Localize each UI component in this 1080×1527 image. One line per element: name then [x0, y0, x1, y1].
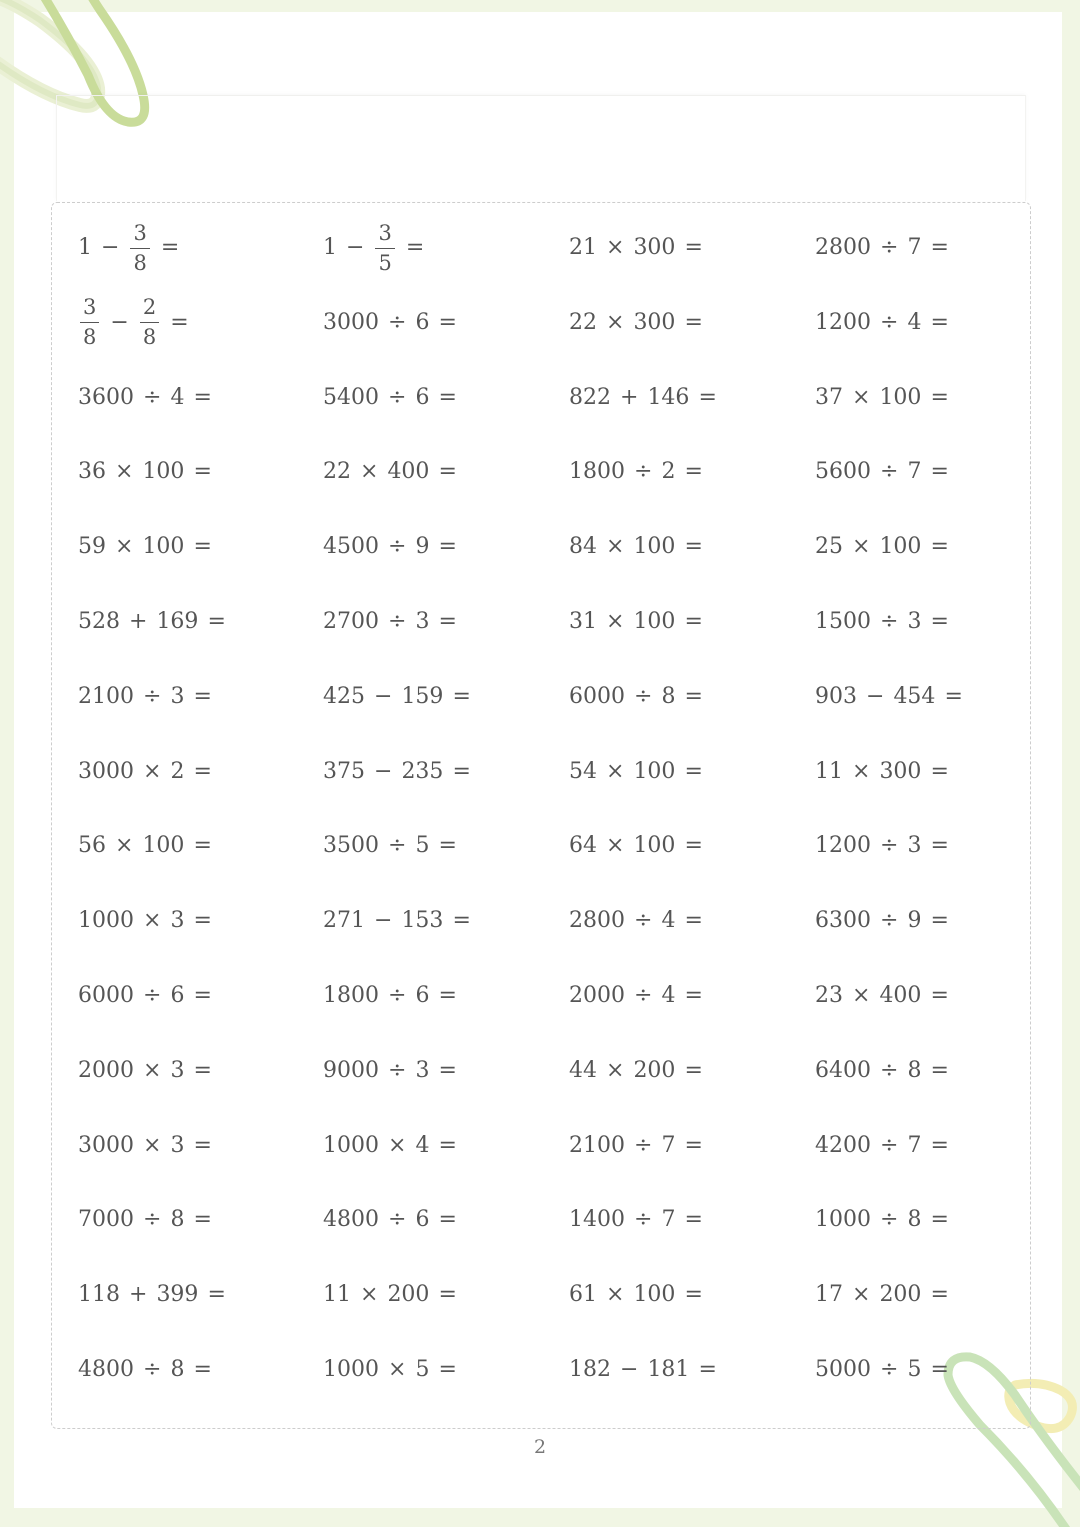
math-problem: 5600 ÷ 7 = — [815, 459, 949, 485]
math-problem: 4800 ÷ 6 = — [323, 1207, 457, 1233]
math-problem: 22 × 400 = — [323, 459, 457, 485]
math-problem: 375 − 235 = — [323, 758, 471, 784]
math-problem: 11 × 200 = — [323, 1282, 457, 1308]
page-number: 2 — [533, 1436, 547, 1458]
math-problem: 2000 ÷ 4 = — [569, 983, 703, 1008]
math-problem: 37 × 100 = — [815, 384, 949, 410]
math-problem: 2000 × 3 = — [78, 1057, 212, 1083]
math-problem: $\frac{3}{8}$ − $\frac{2}{8}$ = — [78, 301, 198, 345]
math-problem: 903 − 454 = — [815, 683, 963, 709]
math-problem: 822 + 146 = — [569, 384, 717, 410]
math-problem: 3000 ÷ 6 = — [323, 309, 457, 335]
fraction: $\frac{2}{8}$ — [140, 297, 159, 348]
math-problem: 2100 ÷ 3 = — [78, 683, 212, 709]
header-area — [56, 95, 1026, 201]
math-problem: 44 × 200 = — [569, 1057, 703, 1083]
math-problem: 6000 ÷ 6 = — [78, 983, 212, 1008]
math-problem: 2700 ÷ 3 = — [323, 609, 457, 634]
math-problem: 25 × 100 = — [815, 534, 949, 560]
fraction: $\frac{3}{8}$ — [130, 223, 149, 274]
math-problem: 31 × 100 = — [569, 609, 703, 634]
math-problem: 54 × 100 = — [569, 758, 703, 784]
math-problem: 528 + 169 = — [78, 609, 226, 634]
fraction: $\frac{3}{8}$ — [80, 297, 99, 348]
math-problem: 5000 ÷ 5 = — [815, 1357, 949, 1382]
math-problem: 6300 ÷ 9 = — [815, 908, 949, 934]
math-problem: 4800 ÷ 8 = — [78, 1357, 212, 1382]
math-problem: 118 + 399 = — [78, 1282, 226, 1308]
math-problem: 1 − $\frac{3}{5}$ = — [323, 220, 425, 275]
math-problem: 1400 ÷ 7 = — [569, 1207, 703, 1233]
math-problem: 1200 ÷ 4 = — [815, 309, 949, 335]
math-problem: 1000 × 5 = — [323, 1357, 457, 1382]
math-problem: 5400 ÷ 6 = — [323, 384, 457, 410]
math-problem: 4500 ÷ 9 = — [323, 534, 457, 560]
math-problem: 36 × 100 = — [78, 459, 212, 485]
math-problem: 23 × 400 = — [815, 983, 949, 1008]
math-problem: 6400 ÷ 8 = — [815, 1057, 949, 1083]
math-problem: 56 × 100 = — [78, 833, 212, 859]
math-problem: 11 × 300 = — [815, 758, 949, 784]
math-problem: 84 × 100 = — [569, 534, 703, 560]
math-problem: 21 × 300 = — [569, 235, 703, 260]
math-problem: 64 × 100 = — [569, 833, 703, 859]
math-problem: 1800 ÷ 2 = — [569, 459, 703, 485]
math-problem: 1000 × 3 = — [78, 908, 212, 934]
math-problem: 2800 ÷ 7 = — [815, 235, 949, 260]
math-problem: 1500 ÷ 3 = — [815, 609, 949, 634]
math-problem: 271 − 153 = — [323, 908, 471, 934]
math-problem: 61 × 100 = — [569, 1282, 703, 1308]
math-problem: 2800 ÷ 4 = — [569, 908, 703, 934]
math-problem: 1000 ÷ 8 = — [815, 1207, 949, 1233]
math-problem: 3500 ÷ 5 = — [323, 833, 457, 859]
math-problem: 1000 × 4 = — [323, 1132, 457, 1158]
math-problem: 425 − 159 = — [323, 683, 471, 709]
math-problem: 1200 ÷ 3 = — [815, 833, 949, 859]
math-problem: 22 × 300 = — [569, 309, 703, 335]
math-problem: 182 − 181 = — [569, 1357, 717, 1382]
math-problem: 7000 ÷ 8 = — [78, 1207, 212, 1233]
math-problem: 4200 ÷ 7 = — [815, 1132, 949, 1158]
math-problem: 2100 ÷ 7 = — [569, 1132, 703, 1158]
math-problem: 17 × 200 = — [815, 1282, 949, 1308]
fraction: $\frac{3}{5}$ — [375, 223, 394, 274]
math-problem: 3000 × 3 = — [78, 1132, 212, 1158]
math-problem: 1800 ÷ 6 = — [323, 983, 457, 1008]
math-problem: 1 − $\frac{3}{8}$ = — [78, 220, 180, 275]
math-problem: 9000 ÷ 3 = — [323, 1057, 457, 1083]
math-problem: 3000 × 2 = — [78, 758, 212, 784]
math-problem: 6000 ÷ 8 = — [569, 683, 703, 709]
math-problem: 3600 ÷ 4 = — [78, 384, 212, 410]
math-problem: 59 × 100 = — [78, 534, 212, 560]
